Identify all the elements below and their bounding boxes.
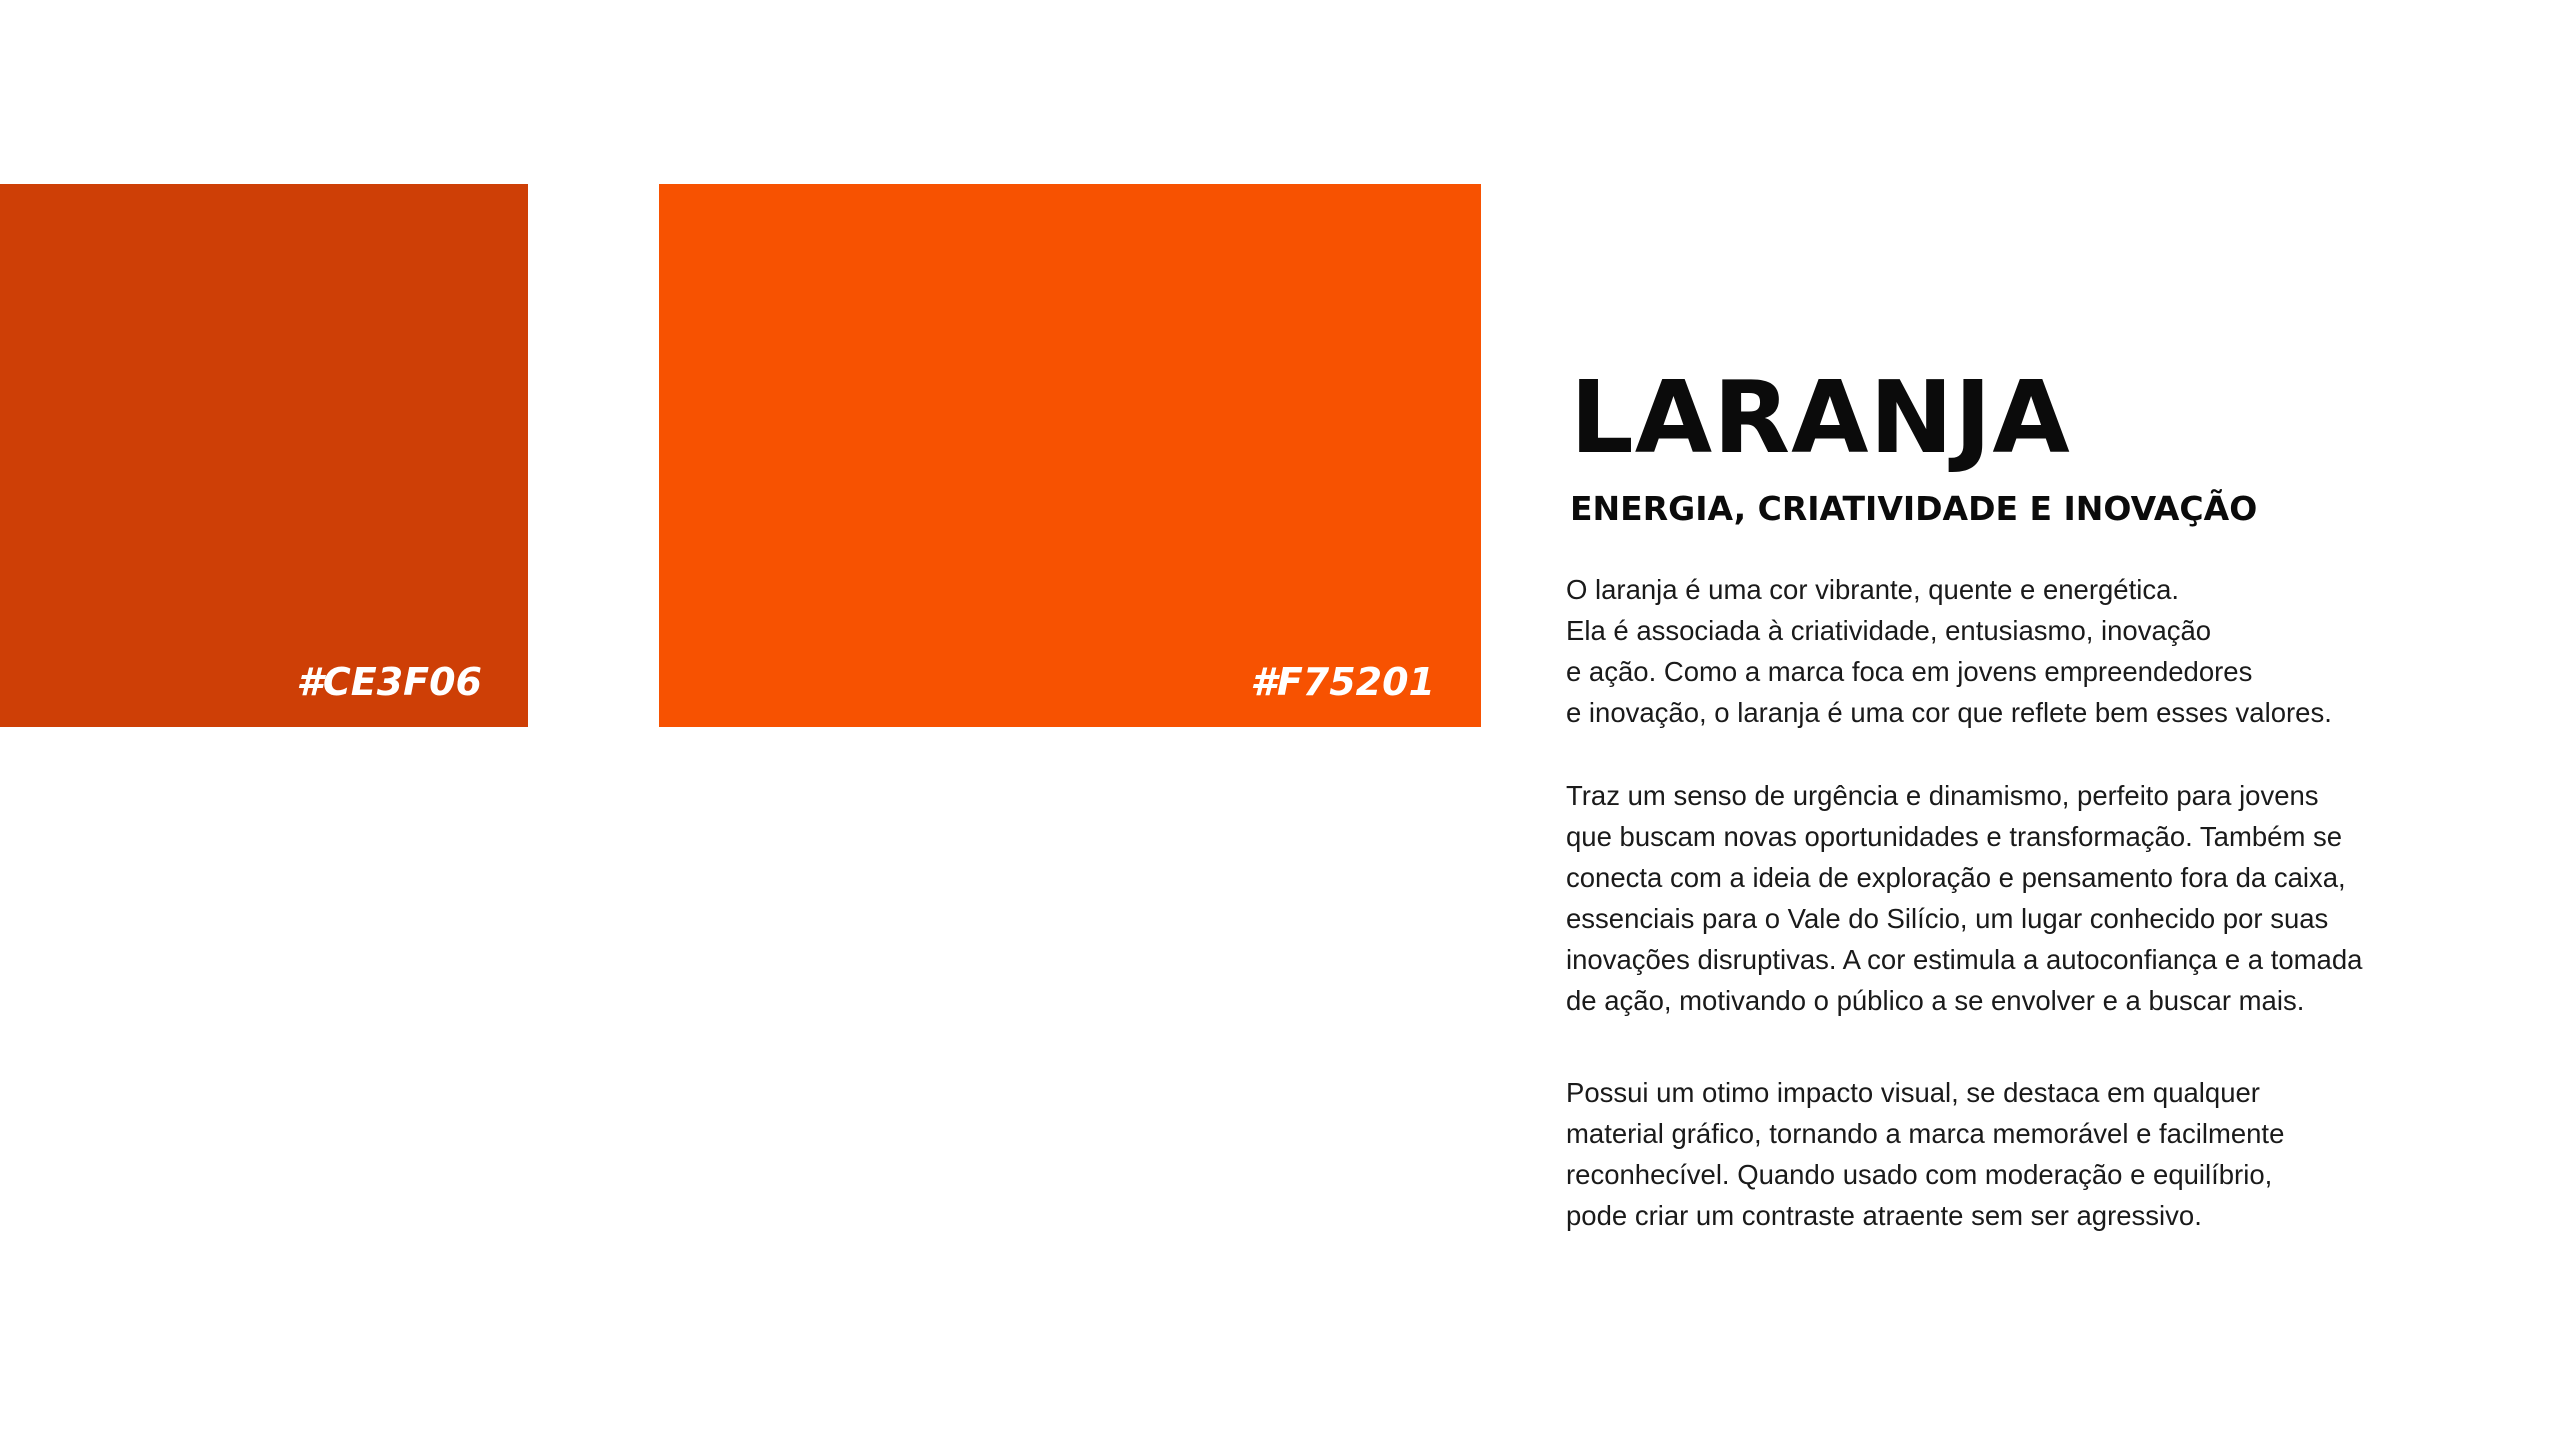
paragraph-line: O laranja é uma cor vibrante, quente e energética. <box>1566 574 2180 605</box>
swatch-hex-label: #CE3F06 <box>296 660 482 704</box>
description-paragraph <box>1566 569 2332 733</box>
color-swatch-bright-orange <box>659 184 1481 727</box>
description-paragraph <box>1566 775 2362 1021</box>
paragraph-line: essenciais para o Vale do Silício, um lugar conhecido por suas <box>1566 903 2329 934</box>
paragraph-line: Ela é associada à criatividade, entusiasmo, inovação <box>1566 615 2212 646</box>
color-subtitle: ENERGIA, CRIATIVIDADE E INOVAÇÃO <box>1570 489 2258 528</box>
paragraph-line: material gráfico, tornando a marca memorável e facilmente <box>1566 1118 2285 1149</box>
paragraph-line: reconhecível. Quando usado com moderação e equilíbrio, <box>1566 1159 2273 1190</box>
paragraph-line: conecta com a ideia de exploração e pensamento fora da caixa, <box>1566 862 2346 893</box>
color-title: LARANJA <box>1570 359 2071 476</box>
description-paragraph <box>1566 1072 2284 1236</box>
paragraph-line: e inovação, o laranja é uma cor que reflete bem esses valores. <box>1566 697 2332 728</box>
paragraph-line: de ação, motivando o público a se envolver e a buscar mais. <box>1566 985 2305 1016</box>
paragraph-line: Traz um senso de urgência e dinamismo, perfeito para jovens <box>1566 780 2319 811</box>
paragraph-line: e ação. Como a marca foca em jovens empreendedores <box>1566 656 2253 687</box>
swatch-hex-label: #F75201 <box>1250 660 1435 704</box>
paragraph-line: Possui um otimo impacto visual, se destaca em qualquer <box>1566 1077 2260 1108</box>
paragraph-line: inovações disruptivas. A cor estimula a autoconfiança e a tomada <box>1566 944 2363 975</box>
color-swatch-dark-orange <box>0 184 528 727</box>
paragraph-line: que buscam novas oportunidades e transformação. Também se <box>1566 821 2343 852</box>
paragraph-line: pode criar um contraste atraente sem ser agressivo. <box>1566 1200 2202 1231</box>
